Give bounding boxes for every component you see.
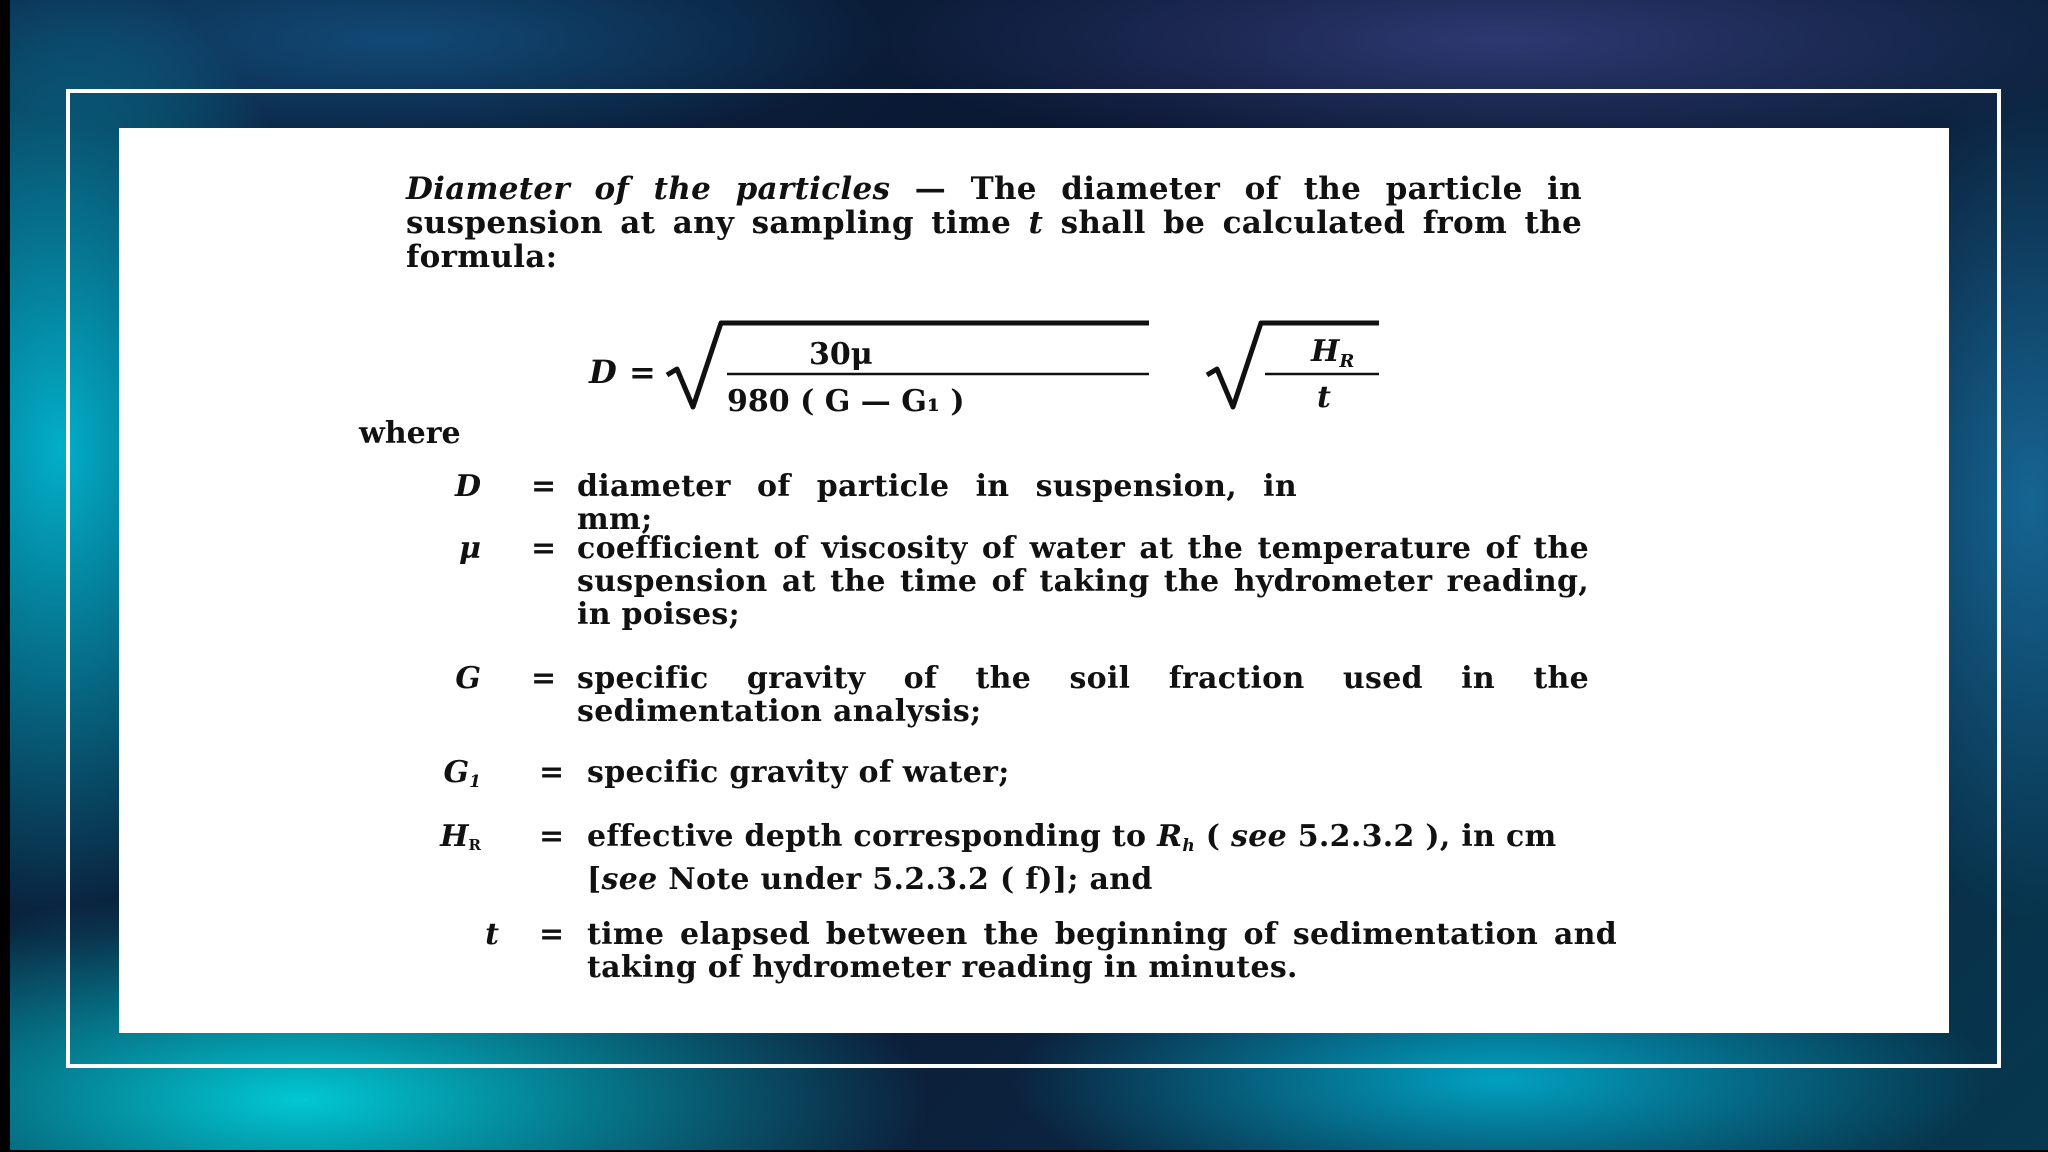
definition-text: time elapsed between the beginning of sedimentation and taking of hydrometer reading in minutes.	[587, 917, 1617, 985]
formula-numerator-1: 30μ	[809, 337, 873, 372]
intro-dash: —	[914, 171, 947, 207]
left-border	[0, 0, 10, 1152]
definition-equals: =	[531, 531, 557, 566]
formula-lhs: D	[589, 353, 617, 391]
definition-text: specific gravity of the soil fraction used in the sedimentation analysis;	[577, 661, 1589, 729]
formula-denominator-1: 980 ( G — G₁ )	[727, 384, 965, 419]
definition-text: effective depth corresponding to $R_h$ ( see 5.2.3.2 ), in cm [see Note under 5.2.3.2 ( f)]; and	[587, 819, 1557, 897]
definition-symbol: μ	[459, 531, 481, 566]
document-content	[119, 128, 1949, 1033]
intro-t-variable: t	[1028, 205, 1044, 241]
definition-symbol: HR	[440, 819, 481, 854]
formula-graphic	[589, 303, 1355, 423]
formula-numerator-2: $H_R$	[1311, 334, 1355, 372]
intro-sentence-2: shall be calculated from the formula:	[406, 205, 1583, 275]
definition-text: specific gravity of water;	[587, 755, 1010, 790]
definition-equals: =	[539, 819, 565, 854]
diameter-formula	[589, 303, 1355, 423]
intro-heading: Diameter of the particles	[406, 171, 891, 207]
intro-paragraph	[406, 172, 1582, 274]
formula-equals: =	[629, 353, 656, 391]
definition-equals: =	[531, 661, 557, 696]
definition-equals: =	[539, 755, 565, 790]
definition-symbol: t	[485, 917, 499, 952]
intro-sentence-1: The diameter of the particle in suspension at any sampling time	[406, 171, 1583, 241]
definition-text: coefficient of viscosity of water at the temperature of the suspension at the time of taking the hydrometer reading, in poises;	[577, 531, 1589, 632]
definition-text: diameter of particle in suspension, in mm;	[577, 469, 1297, 537]
where-label: where	[359, 416, 461, 451]
document-image	[119, 128, 1949, 1033]
definition-symbol: D	[454, 469, 481, 504]
definition-symbol: G	[455, 661, 481, 696]
formula-denominator-2: t	[1317, 380, 1331, 415]
definition-equals: =	[531, 469, 557, 504]
definition-symbol: $G_1$	[443, 755, 481, 792]
definition-equals: =	[539, 917, 565, 952]
